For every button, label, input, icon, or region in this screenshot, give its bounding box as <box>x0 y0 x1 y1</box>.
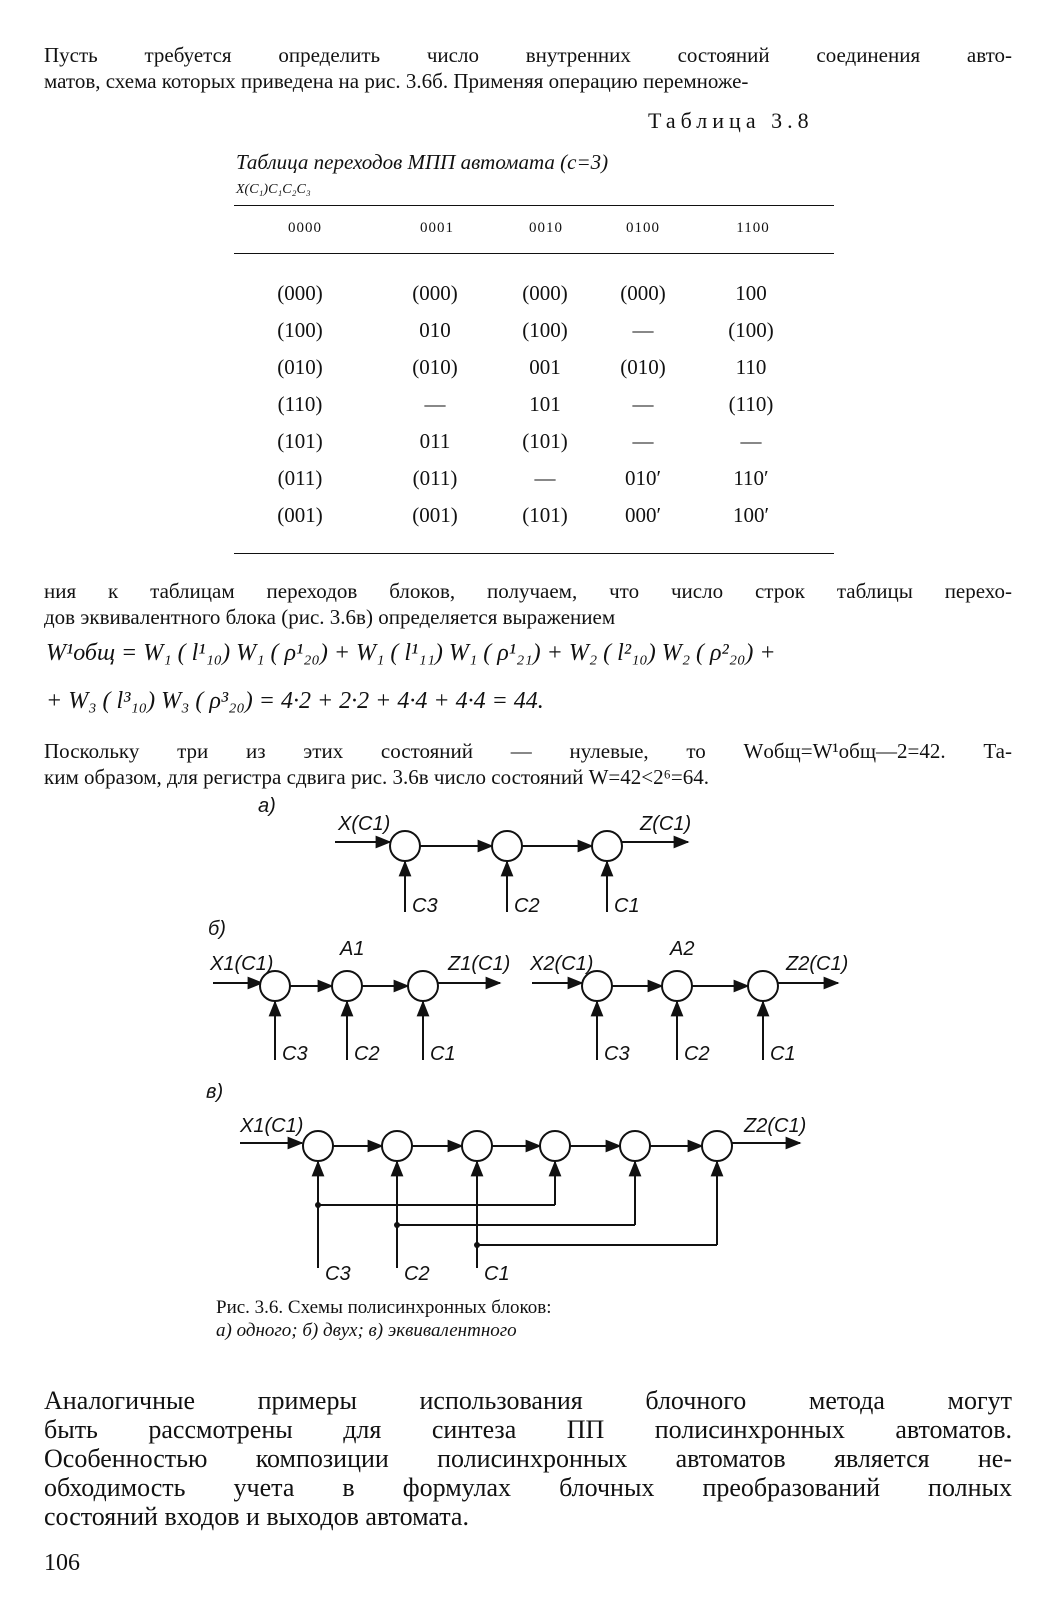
table-cell: 011 <box>419 429 451 453</box>
table-cell: 000′ <box>624 503 662 527</box>
closing-line-1: Аналогичные примеры использования блочного метода могут <box>44 1386 1012 1415</box>
panel-a-input-label: X(C1) <box>338 813 391 835</box>
panel-a-c3-label: C3 <box>412 895 438 917</box>
panel-b2-output-label: Z2(C1) <box>786 953 849 975</box>
panel-c-input-label: X1(C1) <box>240 1115 304 1137</box>
panel-b1-c2-label: C2 <box>354 1043 380 1065</box>
table-cell: — <box>632 318 654 342</box>
table-cell: 101 <box>529 392 561 416</box>
table-column-header: 0010 <box>529 220 563 236</box>
table-cell: 110′ <box>733 466 769 490</box>
panel-b2-input-label: X2(C1) <box>530 953 594 975</box>
table-cell: (000) <box>522 281 568 305</box>
panel-c-output-label: Z2(C1) <box>744 1115 807 1137</box>
closing-paragraph <box>44 1386 1012 1531</box>
table-cell: — <box>534 466 556 490</box>
middle-line-2: дов эквивалентного блока (рис. 3.6в) определяется выражением <box>44 605 616 629</box>
after-line-2: ким образом, для регистра сдвига рис. 3.6в число состояний W=42<2⁶=64. <box>44 765 709 789</box>
table-cell: (110) <box>728 392 774 416</box>
closing-line-3: Особенностью композиции полисинхронных автоматов является не- <box>44 1444 1012 1473</box>
panel-b2-c2-label: C2 <box>684 1043 710 1065</box>
panel-b1-c3-label: C3 <box>282 1043 308 1065</box>
panel-b1-name-label: A1 <box>340 938 365 960</box>
table-cell: — <box>424 392 446 416</box>
table-title: Таблица переходов МПП автомата (c=3) <box>236 150 609 174</box>
formula-line-1: W¹общ = W₁ ( l¹₁₀) W₁ ( ρ¹₂₀) + W₁ ( l¹₁₁) W₁ ( ρ¹₂₁) + W₂ ( l²₁₀) W₂ ( ρ²₂₀) + <box>46 640 776 666</box>
table-cell: 100 <box>735 281 767 305</box>
table-cell: (001) <box>277 503 323 527</box>
table-cell: — <box>740 429 762 453</box>
panel-b2-name-label: A2 <box>670 938 695 960</box>
table-column-header: 1100 <box>736 220 770 236</box>
table-cell: (110) <box>277 392 323 416</box>
formula-line-2: + W₃ ( l³₁₀) W₃ ( ρ³₂₀) = 4·2 + 2·2 + 4·4 + 4·4 = 44. <box>46 688 544 714</box>
intro-line-2: матов, схема которых приведена на рис. 3.6б. Применяя операцию перемноже- <box>44 69 749 93</box>
table-cell: (011) <box>412 466 458 490</box>
table-cell: 100′ <box>732 503 770 527</box>
table-cell: (101) <box>277 429 323 453</box>
panel-b1-output-label: Z1(C1) <box>448 953 511 975</box>
panel-c-c1-label: C1 <box>484 1263 510 1285</box>
table-cell: (011) <box>277 466 323 490</box>
caption-line-2: а) одного; б) двух; в) эквивалентного <box>216 1320 517 1341</box>
table-cell: (101) <box>522 429 568 453</box>
table-cell: (100) <box>522 318 568 342</box>
table-cell: 001 <box>529 355 561 379</box>
intro-line-1: Пусть требуется определить число внутренних состояний соединения авто- <box>44 43 1012 67</box>
closing-line-5: состояний входов и выходов автомата. <box>44 1502 469 1531</box>
figure-caption <box>216 1296 551 1342</box>
panel-b1-c1-label: C1 <box>430 1043 456 1065</box>
panel-a-output-label: Z(C1) <box>640 813 692 835</box>
panel-b-label: б) <box>208 918 226 940</box>
closing-line-2: быть рассмотрены для синтеза ПП полисинхронных автоматов. <box>44 1415 1012 1444</box>
table-cell: (101) <box>522 503 568 527</box>
table-cell: (100) <box>728 318 774 342</box>
closing-line-4: обходимость учета в формулах блочных преобразований полных <box>44 1473 1012 1502</box>
panel-c-label: в) <box>206 1081 224 1103</box>
table-cell: (010) <box>412 355 458 379</box>
table-cell: (100) <box>277 318 323 342</box>
table-cell: (000) <box>620 281 666 305</box>
table-cell: — <box>632 392 654 416</box>
table-column-header: 0100 <box>626 220 660 236</box>
panel-b2-c1-label: C1 <box>770 1043 796 1065</box>
panel-a-c2-label: C2 <box>514 895 540 917</box>
panel-a-label: а) <box>258 795 276 817</box>
panel-b2-c3-label: C3 <box>604 1043 630 1065</box>
table-cell: 010 <box>419 318 451 342</box>
table-number: Таблица 3.8 <box>648 108 814 133</box>
page-number: 106 <box>44 1550 80 1576</box>
panel-c-c2-label: C2 <box>404 1263 430 1285</box>
middle-line-1: ния к таблицам переходов блоков, получаем, что число строк таблицы перехо- <box>44 579 1012 603</box>
caption-line-1: Рис. 3.6. Схемы полисинхронных блоков: <box>216 1297 552 1318</box>
table-cell: (010) <box>620 355 666 379</box>
table-cell: 010′ <box>624 466 662 490</box>
table-column-header: 0000 <box>288 220 322 236</box>
panel-a-c1-label: C1 <box>614 895 640 917</box>
table-cell: (000) <box>412 281 458 305</box>
panel-c-diagram <box>240 1131 800 1268</box>
table-cell: (010) <box>277 355 323 379</box>
panel-c-c3-label: C3 <box>325 1263 351 1285</box>
table-cell: 110 <box>735 355 767 379</box>
after-line-1: Поскольку три из этих состояний — нулевые, то Wобщ=W¹общ—2=42. Та- <box>44 739 1012 763</box>
table-cell: — <box>632 429 654 453</box>
table-cell: (001) <box>412 503 458 527</box>
panel-b1-input-label: X1(C1) <box>210 953 274 975</box>
table-column-header: 0001 <box>420 220 454 236</box>
table-header-label: X(C₁)C₁C₂C₃ <box>236 182 311 197</box>
table-cell: (000) <box>277 281 323 305</box>
